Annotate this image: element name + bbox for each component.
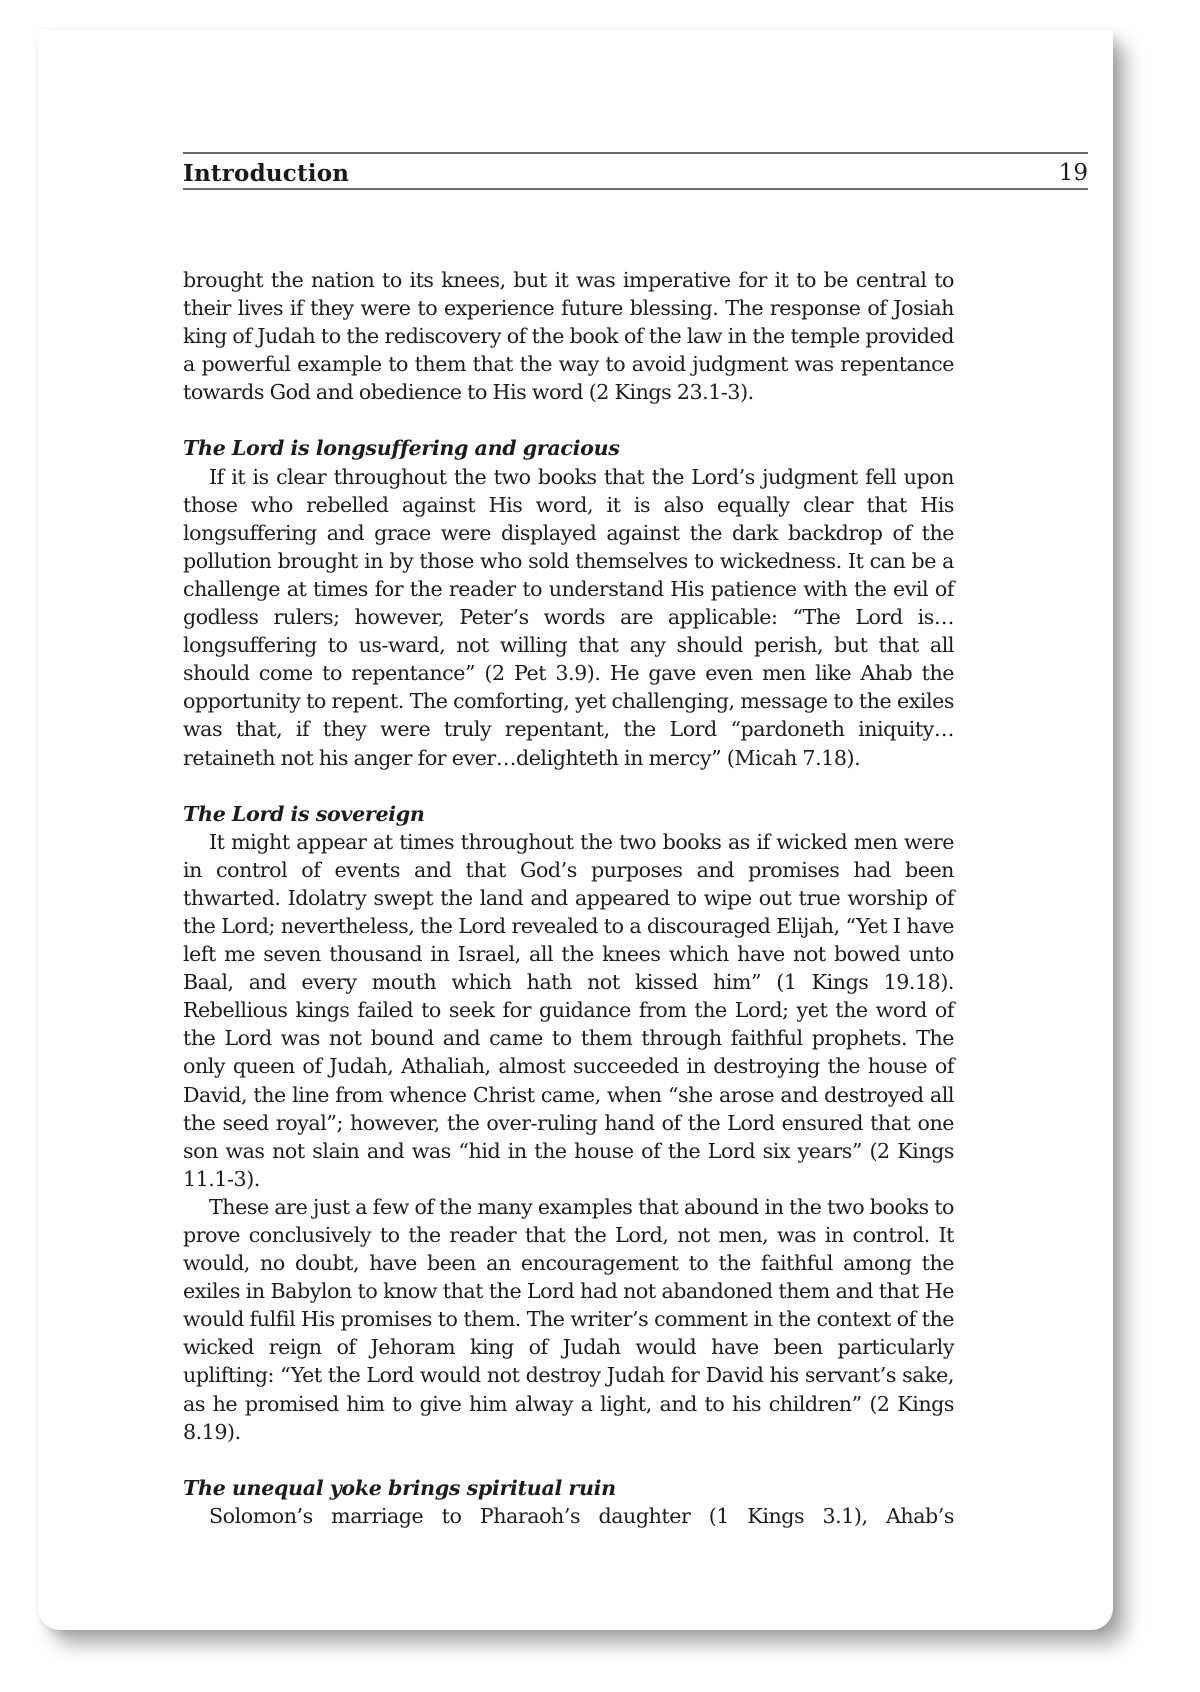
- running-head-title: Introduction: [183, 160, 350, 187]
- page-number: 19: [1058, 160, 1088, 186]
- paragraph: Solomon’s marriage to Pharaoh’s daughter (1 Kings 3.1), Ahab’s: [209, 1503, 954, 1528]
- paragraph: brought the nation to its knees, but it was imperative for it to be central to their lives if they were to experience future blessing. The response of Josiah king of Judah to the rediscovery of the book of the law in the temple provided a powerful example to them that the way to avoid judgment was repentance towards God and obedience to His word (2 Kings 23.1-3).: [183, 268, 954, 405]
- section-heading: The Lord is sovereign: [183, 801, 425, 826]
- paragraph: These are just a few of the many examples that abound in the two books to prove conclusively to the reader that the Lord, not men, was in control. It would, no doubt, have been an encouragement to the faithful among the exiles in Babylon to know that the Lord had not abandoned them and that He would fulfil His promises to them. The writer’s comment in the context of the wicked reign of Jehoram king of Judah would have been particularly uplifting: “Yet the Lord would not destroy Judah for David his servant’s sake, as he promised him to give him alway a light, and to his children” (2 Kings 8.19).: [183, 1194, 954, 1444]
- paragraph: It might appear at times throughout the two books as if wicked men were in control of events and that God’s purposes and promises had been thwarted. Idolatry swept the land and appeared to wipe out true worship of the Lord; nevertheless, the Lord revealed to a discouraged Elijah, “Yet I have left me seven thousand in Israel, all the knees which have not bowed unto Baal, and every mouth which hath not kissed him” (1 Kings 19.18). Rebellious kings failed to seek for guidance from the Lord; yet the word of the Lord was not bound and came to them through faithful prophets. The only queen of Judah, Athaliah, almost succeeded in destroying the house of David, the line from whence Christ came, when “she arose and destroyed all the seed royal”; however, the over-ruling hand of the Lord ensured that one son was not slain and was “hid in the house of the Lord six years” (2 Kings 11.1-3).: [183, 829, 954, 1191]
- paragraph: If it is clear throughout the two books that the Lord’s judgment fell upon those who rebelled against His word, it is also equally clear that His longsuffering and grace were displayed against the dark backdrop of the pollution brought in by those who sold themselves to wickedness. It can be a challenge at times for the reader to understand His patience with the evil of godless rulers; however, Peter’s words are applicable: “The Lord is…longsuffering to us-ward, not willing that any should perish, but that all should come to repentance” (2 Pet 3.9). He gave even men like Ahab the opportunity to repent. The comforting, yet challenging, message to the exiles was that, if they were truly repentant, the Lord “pardoneth iniquity… retaineth not his anger for ever…delighteth in mercy” (Micah 7.18).: [183, 464, 954, 770]
- running-head: [183, 152, 1088, 190]
- section-heading: The Lord is longsuffering and gracious: [183, 436, 620, 461]
- body-text: [183, 266, 954, 1530]
- section-heading: The unequal yoke brings spiritual ruin: [183, 1475, 616, 1500]
